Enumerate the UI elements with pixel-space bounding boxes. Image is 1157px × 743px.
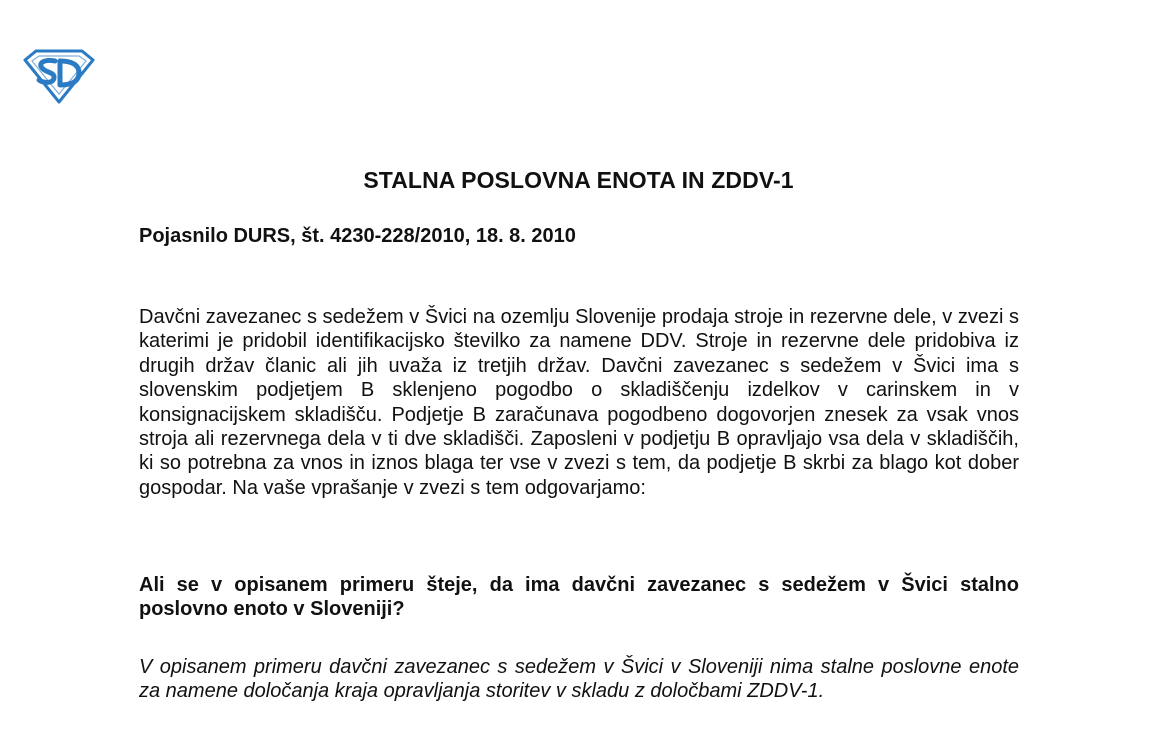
question-paragraph: Ali se v opisanem primeru šteje, da ima davčni zavezanec s sedežem v Švici stalno poslovno enoto v Sloveniji?	[139, 574, 1019, 621]
body-paragraph: Davčni zavezanec s sedežem v Švici na ozemlju Slovenije prodaja stroje in rezervne dele, v zvezi s katerimi je pridobil identifikacijsko številko za namene DDV. Stroje in rezervne dele pridobiva iz drugih držav članic ali jih uvaža iz tretjih držav. Davčni zavezanec s sedežem v Švici ima s slovenskim podjetjem B sklenjeno pogodbo o skladiščenju izdelkov v carinskem in v konsignacijskem skladišču. Podjetje B zaračunava pogodbeno dogovorjen znesek za vsak vnos stroja ali rezervnega dela v ti dve skladišči. Zaposleni v podjetju B opravljajo vsa dela v skladiščih, ki so potrebna za vnos in iznos blaga ter vse v zvezi s tem, da podjetje B skrbi za blago kot dober gospodar. Na vaše vprašanje v zvezi s tem odgovarjamo:	[139, 306, 1019, 499]
document-subtitle: Pojasnilo DURS, št. 4230-228/2010, 18. 8. 2010	[139, 225, 576, 247]
company-logo	[22, 48, 96, 104]
document-title: STALNA POSLOVNA ENOTA IN ZDDV-1	[363, 167, 794, 193]
answer-paragraph: V opisanem primeru davčni zavezanec s sedežem v Švici v Sloveniji nima stalne poslovne enote za namene določanja kraja opravljanja storitev v skladu z določbami ZDDV-1.	[139, 656, 1019, 703]
